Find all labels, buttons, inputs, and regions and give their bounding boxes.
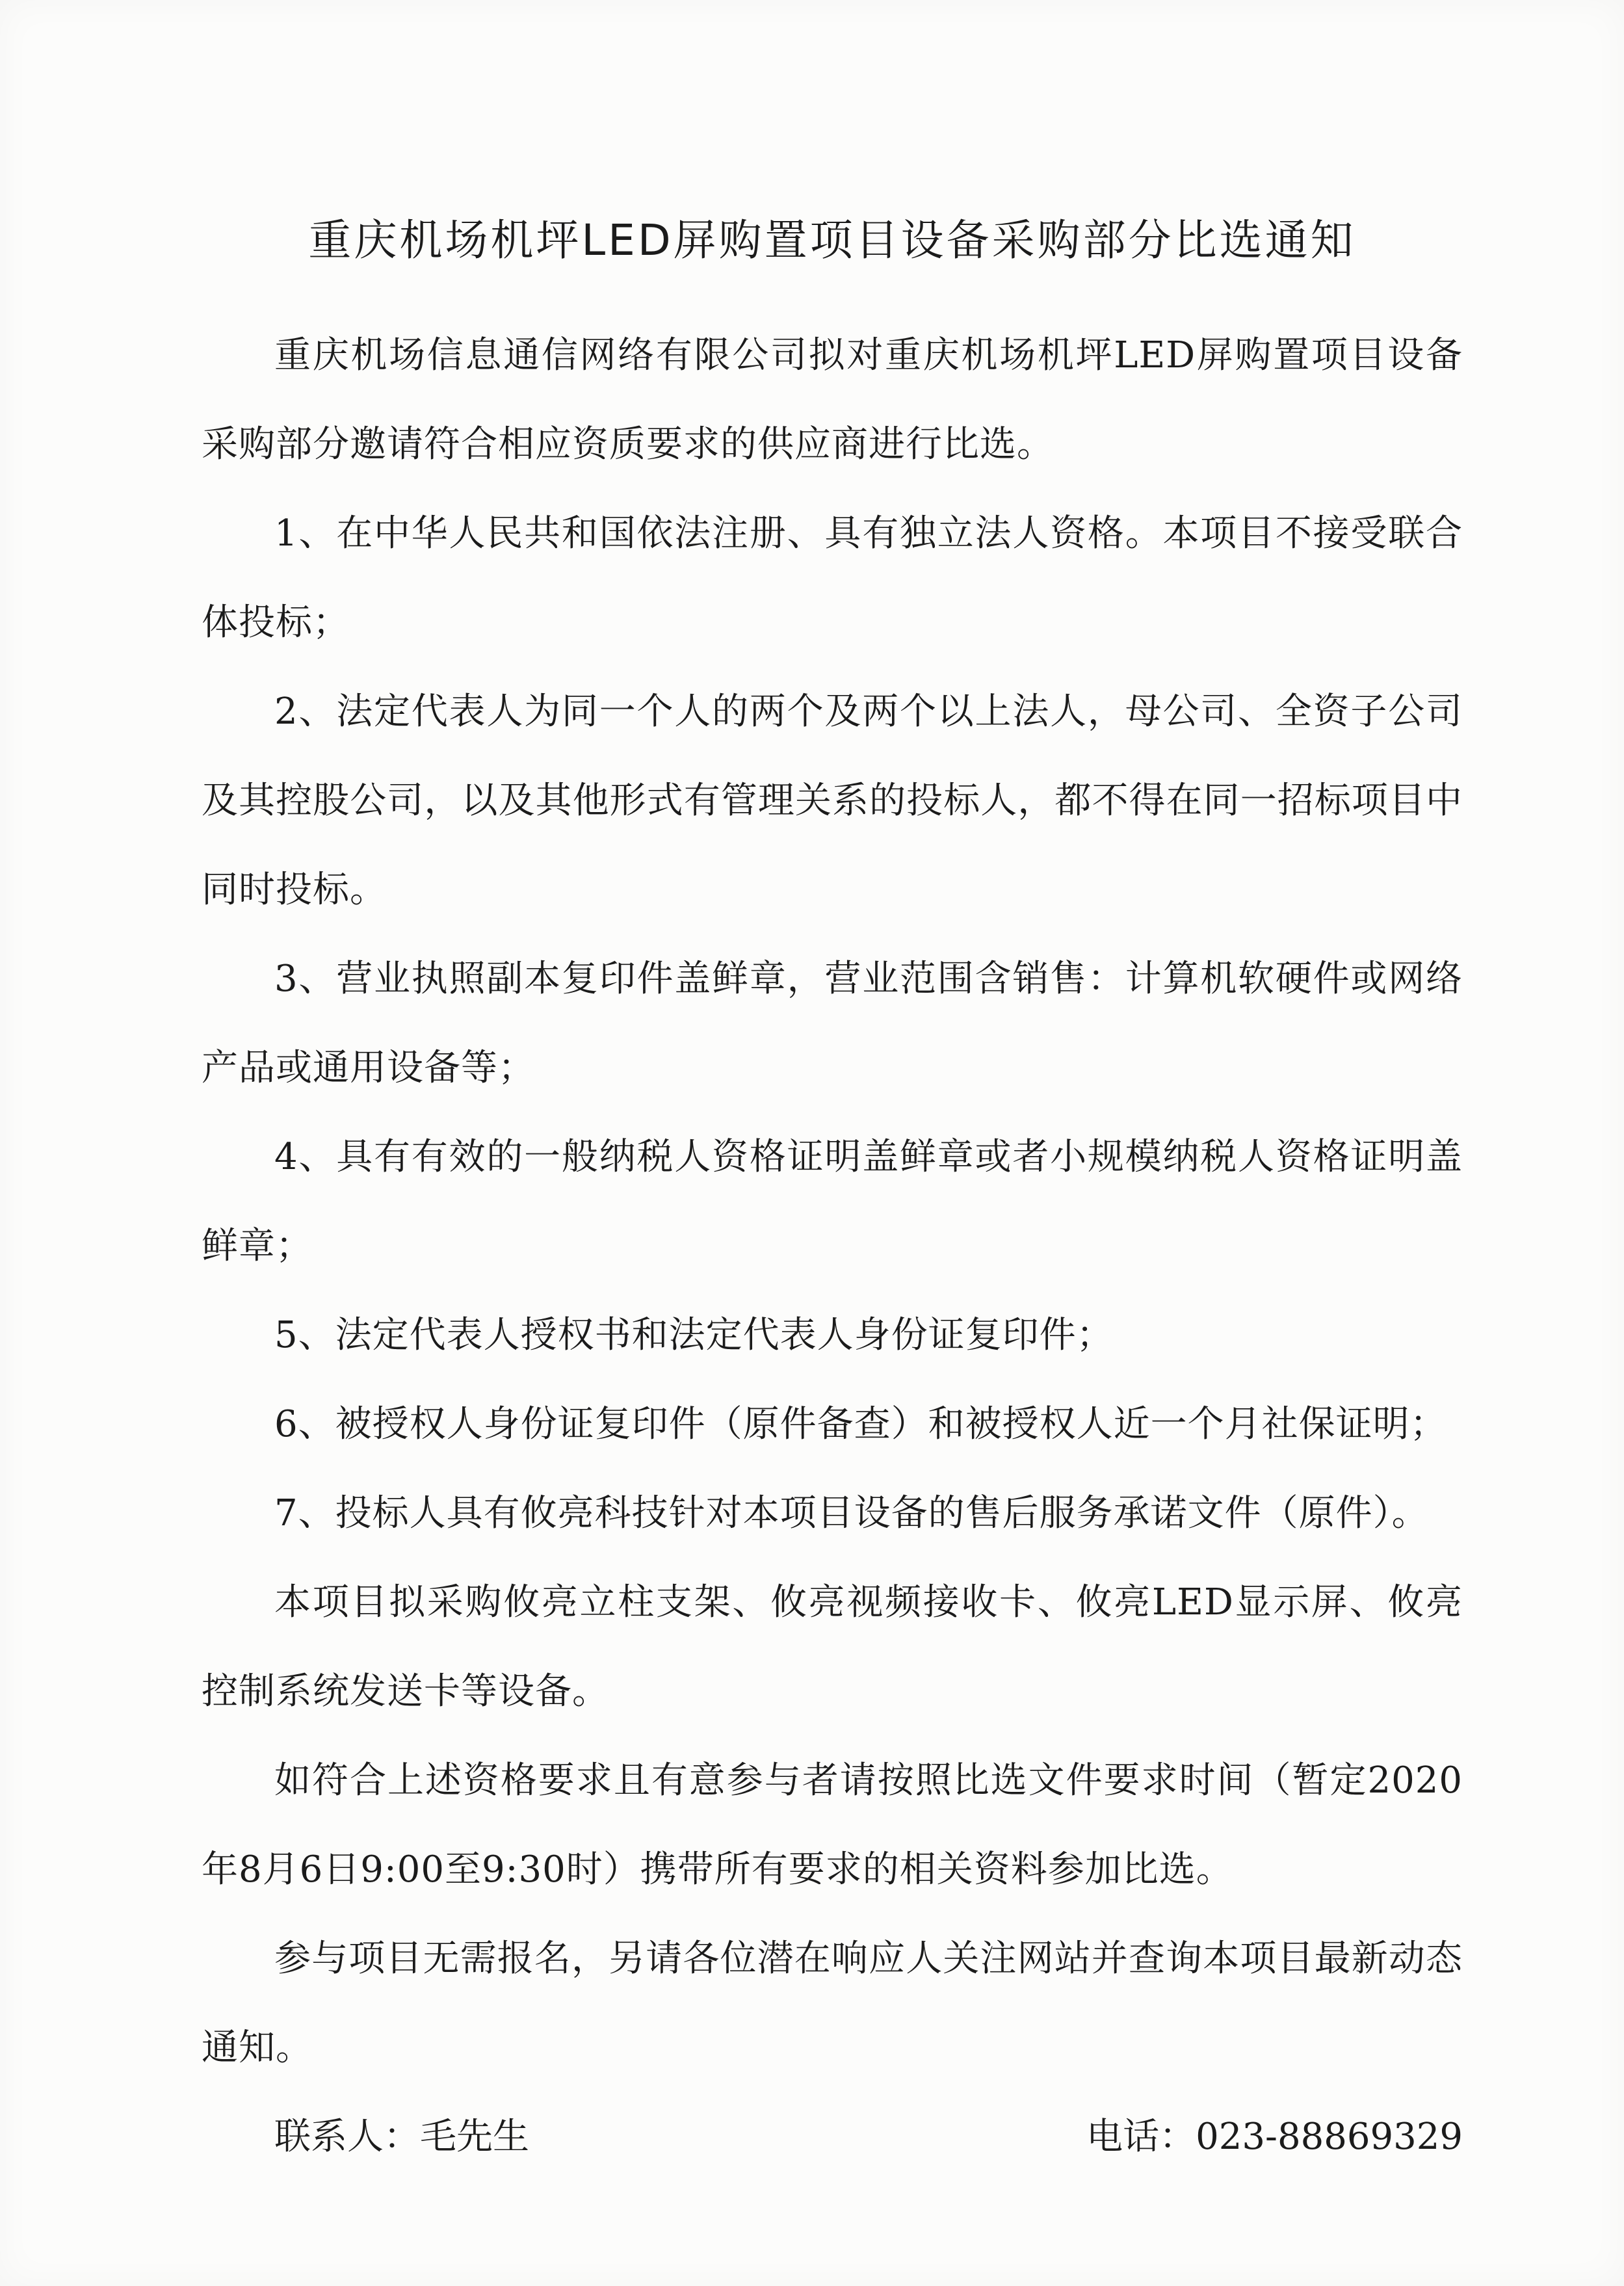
intro-paragraph: 重庆机场信息通信网络有限公司拟对重庆机场机坪LED屏购置项目设备采购部分邀请符合相应资质要求的供应商进行比选。 (202, 334, 1463, 466)
requirement-4: 4、具有有效的一般纳税人资格证明盖鲜章或者小规模纳税人资格证明盖鲜章； (202, 1136, 1463, 1267)
contact-row (202, 2092, 1463, 2181)
requirement-5: 5、法定代表人授权书和法定代表人身份证复印件； (274, 1314, 1114, 1356)
requirement-6: 6、被授权人身份证复印件（原件备查）和被授权人近一个月社保证明； (274, 1403, 1447, 1445)
notice-document (202, 208, 1463, 2181)
notice-title: 重庆机场机坪LED屏购置项目设备采购部分比选通知 (308, 215, 1356, 265)
requirement-2: 2、法定代表人为同一个人的两个及两个以上法人，母公司、全资子公司及其控股公司，以及其他形式有管理关系的投标人，都不得在同一招标项目中同时投标。 (202, 690, 1463, 911)
contact-phone: 电话：023-88869329 (1086, 2116, 1463, 2158)
requirement-3: 3、营业执照副本复印件盖鲜章，营业范围含销售：计算机软硬件或网络产品或通用设备等； (202, 958, 1463, 1089)
requirement-7: 7、投标人具有攸亮科技针对本项目设备的售后服务承诺文件（原件）。 (274, 1492, 1429, 1534)
procurement-items-paragraph: 本项目拟采购攸亮立柱支架、攸亮视频接收卡、攸亮LED显示屏、攸亮控制系统发送卡等设备。 (202, 1581, 1463, 1713)
schedule-paragraph: 如符合上述资格要求且有意参与者请按照比选文件要求时间（暂定2020年8月6日9:00至9:30时）携带所有要求的相关资料参加比选。 (202, 1759, 1463, 1891)
requirement-1: 1、在中华人民共和国依法注册、具有独立法人资格。本项目不接受联合体投标； (202, 512, 1463, 644)
registration-note-paragraph: 参与项目无需报名，另请各位潜在响应人关注网站并查询本项目最新动态通知。 (202, 1938, 1463, 2069)
contact-person: 联系人：毛先生 (274, 2116, 529, 2158)
